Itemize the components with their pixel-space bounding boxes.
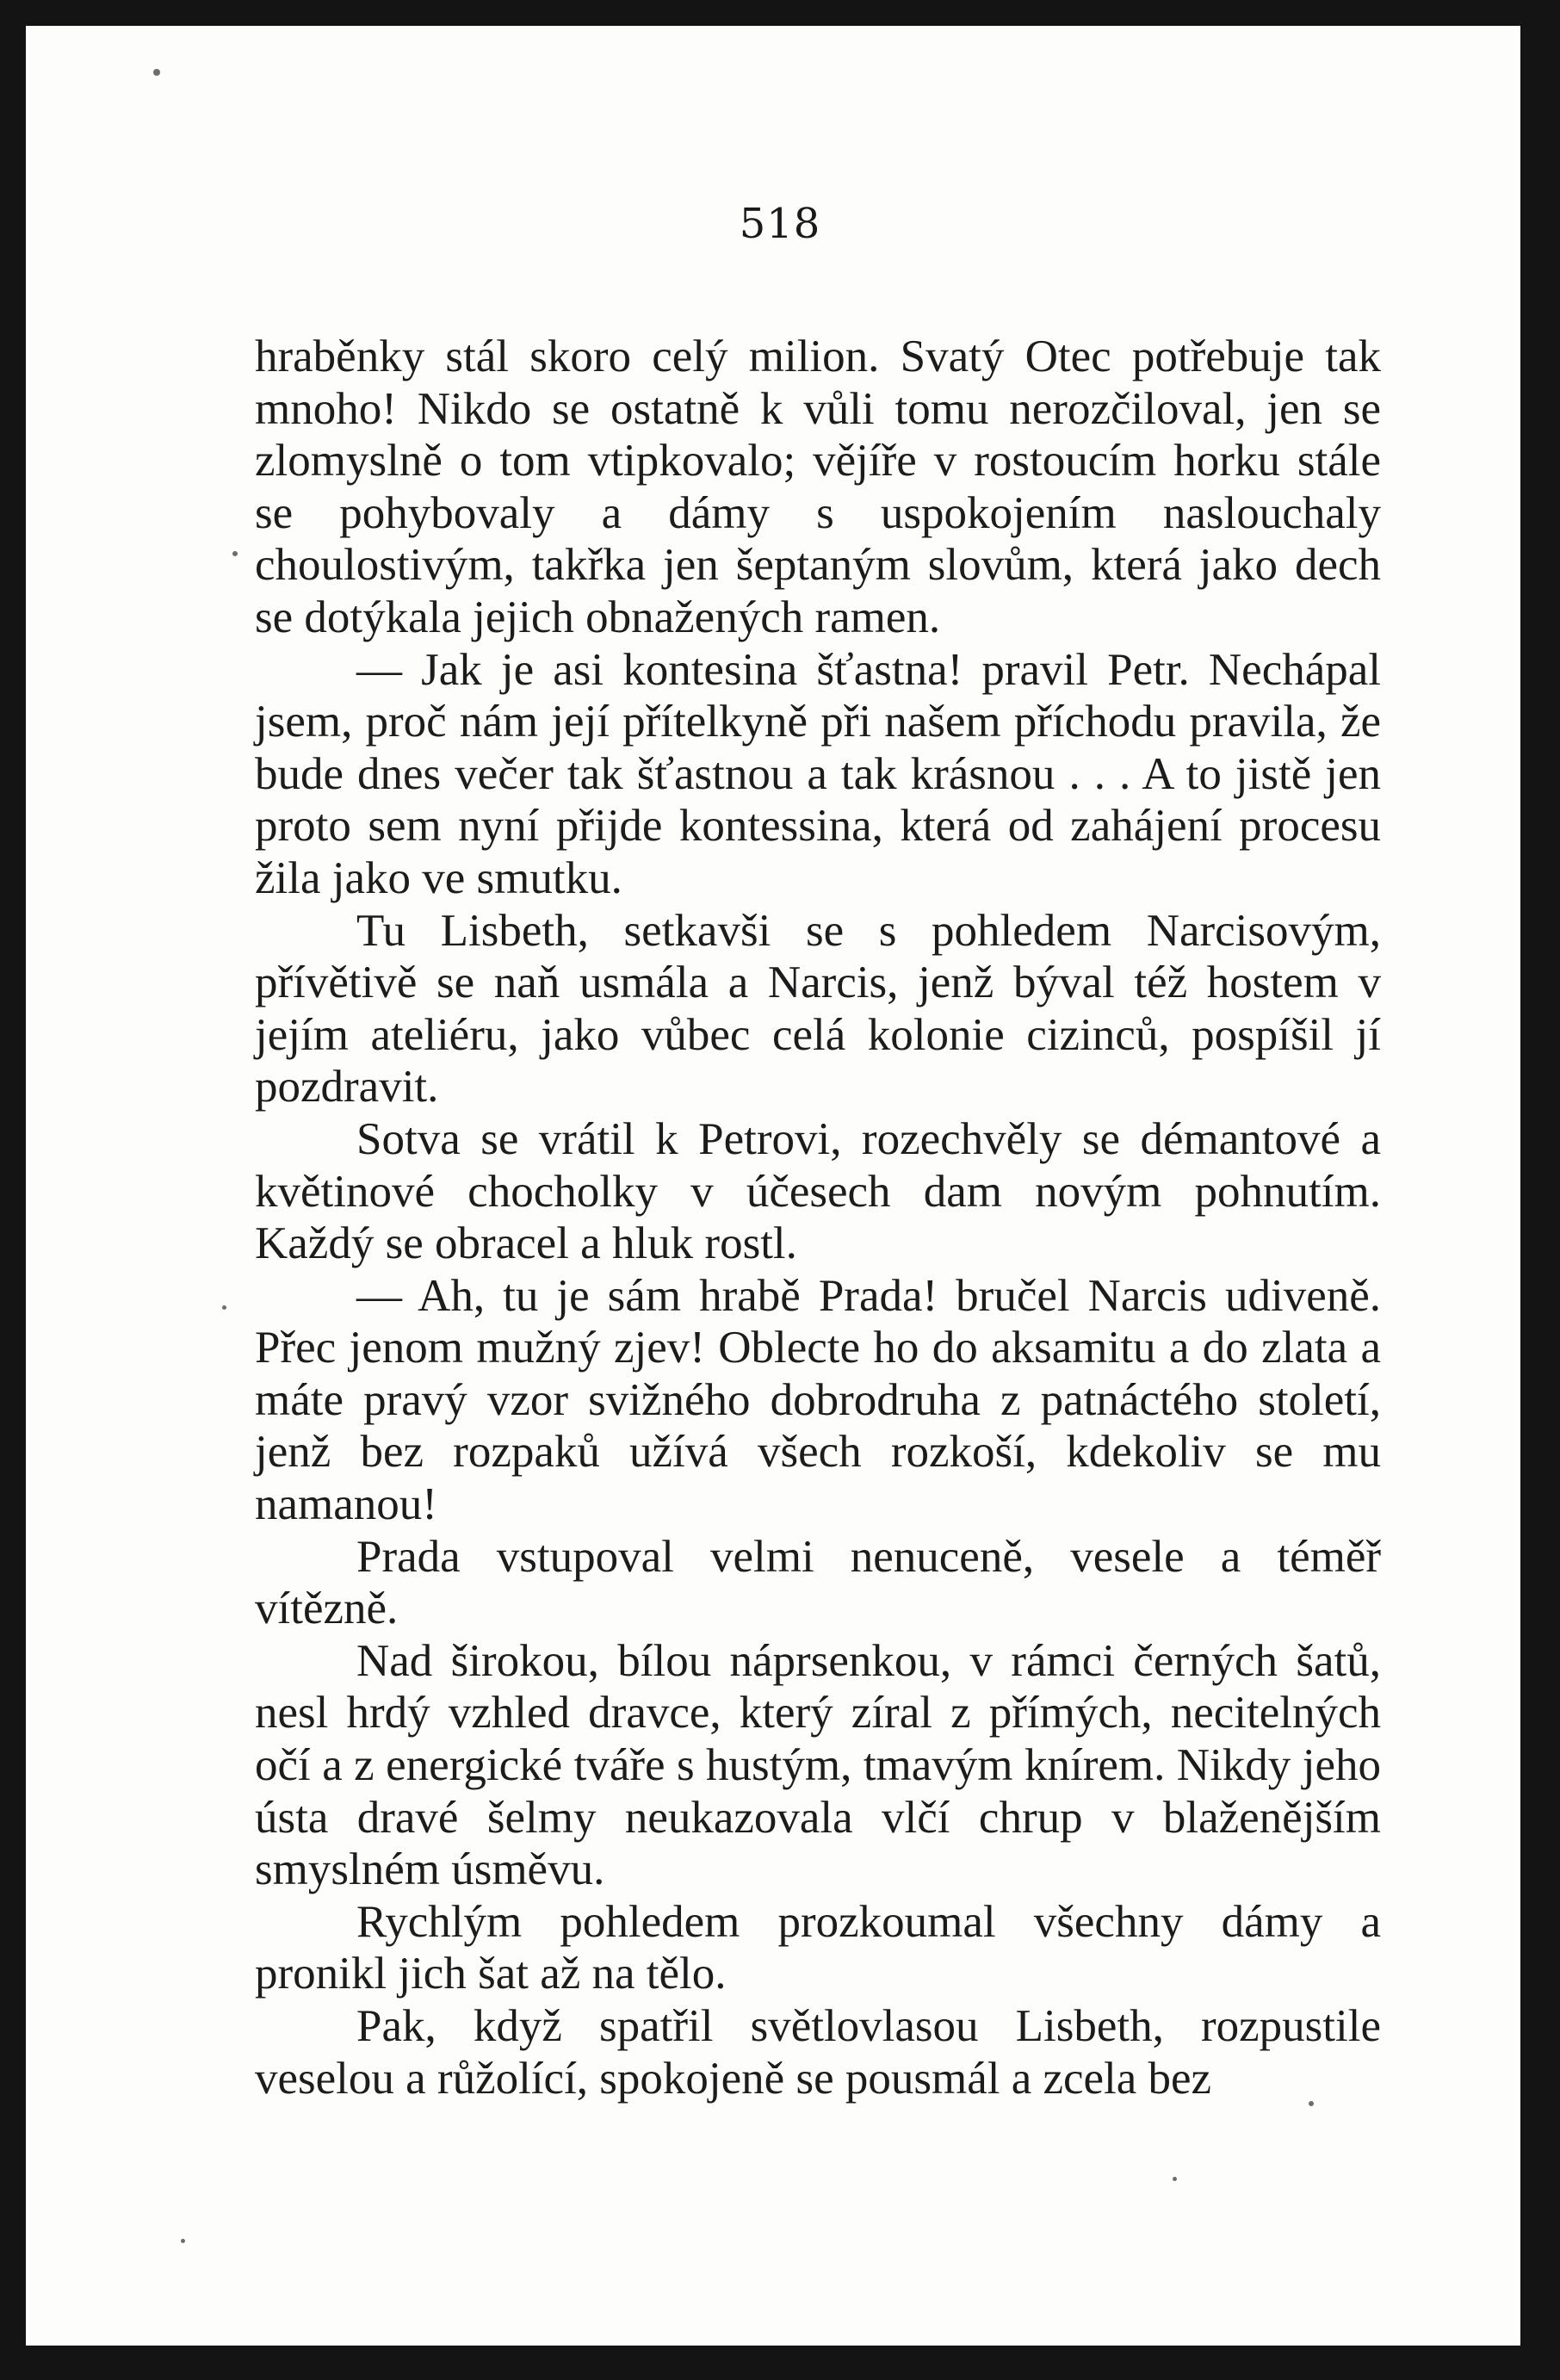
scan-speck [232,551,238,556]
paragraph: Rychlým pohledem prozkoumal všechny dámy a pronikl jich šat až na tělo. [255,1896,1381,1999]
scan-speck [1309,2101,1314,2106]
scan-speck [181,2239,185,2243]
paragraph: — Jak je asi kontesina šťastna! pravil Petr. Nechápal jsem, proč nám její přítelkyně při našem příchodu pravila, že bude dnes večer tak šťastnou a tak krásnou . . . A to jistě jen proto sem nyní přijde kontessina, která od zahájení procesu žila jako ve smutku. [255,644,1381,903]
paragraph: Pak, když spatřil světlovlasou Lisbeth, rozpustile veselou a růžolící, spokojeně se pousmál a zcela bez [255,2001,1381,2104]
paragraph: — Ah, tu je sám hrabě Prada! bručel Narcis udiveně. Přec jenom mužný zjev! Oblecte ho do aksamitu a do zlata a máte pravý vzor svižného dobrodruha z patnáctého století, jenž bez rozpaků užívá všech rozkoší, kdekoliv se mu namanou! [255,1270,1381,1530]
scan-speck [222,1305,226,1310]
paragraph: Nad širokou, bílou náprsenkou, v rámci černých šatů, nesl hrdý vzhled dravce, který zíral z přímých, necitelných očí a z energické tváře s hustým, tmavým knírem. Nikdy jeho ústa dravé šelmy neukazovala vlčí chrup v blaženějším smyslném úsměvu. [255,1635,1381,1895]
page-number: 518 [739,200,821,248]
body-text [255,331,1381,2104]
paragraph: hraběnky stál skoro celý milion. Svatý Otec potřebuje tak mnoho! Nikdo se ostatně k vůli tomu nerozčiloval, jen se zlomyslně o tom vtipkovalo; vějíře v rostoucím horku stále se pohybovaly a dámy s uspokojením naslouchaly choulostivým, takřka jen šeptaným slovům, která jako dech se dotýkala jejich obnažených ramen. [255,332,1381,642]
scan-speck [1173,2177,1177,2181]
paragraph: Sotva se vrátil k Petrovi, rozechvěly se démantové a květinové chocholky v účesech dam novým pohnutím. Každý se obracel a hluk rostl. [255,1113,1381,1269]
paragraph: Prada vstupoval velmi nenuceně, vesele a téměř vítězně. [255,1531,1381,1634]
scan-speck [153,69,160,76]
paragraph: Tu Lisbeth, setkavši se s pohledem Narcisovým, přívětivě se naň usmála a Narcis, jenž býval též hostem v jejím ateliéru, jako vůbec celá kolonie cizinců, pospíšil jí pozdravit. [255,905,1381,1113]
